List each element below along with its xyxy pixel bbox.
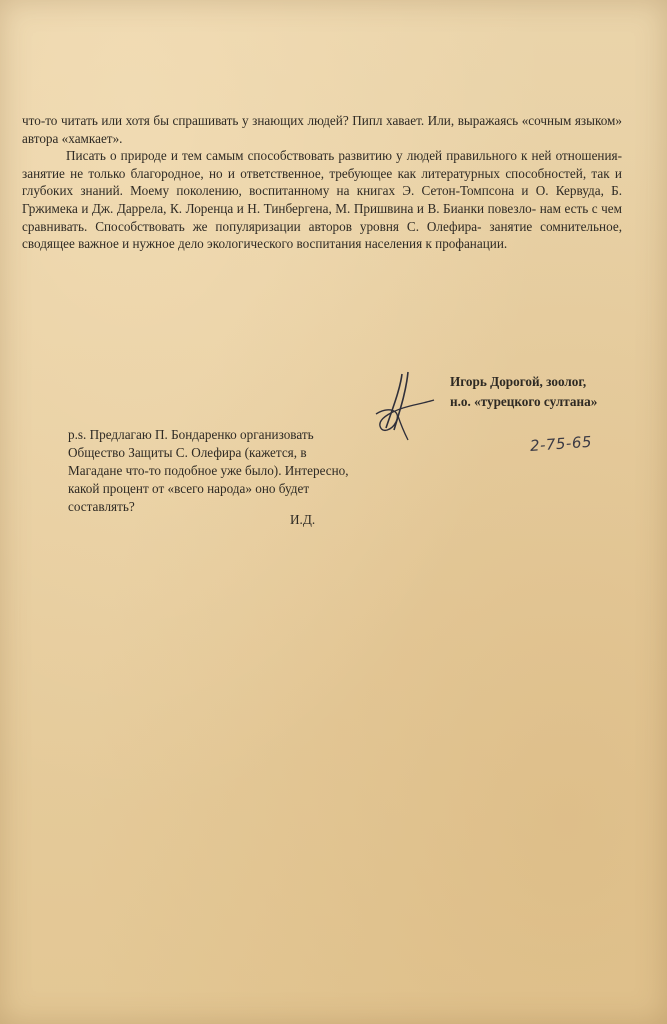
handwritten-phone-number: 2-75-65 bbox=[529, 432, 593, 455]
paragraph-nature-writing: Писать о природе и тем самым способствовать развитию у людей правильного к ней отношения- занятие не только благородное, но и ответственное, требующее как литературных способностей, так и глубоких знаний. Моему поколению, воспитанному на книгах Э. Сетон-Томпсона и О. Кервуда, Б. Гржимека и Дж. Даррела, К. Лоренца и Н. Тинбергена, М. Пришвина и В. Бианки повезло- нам есть с чем сравнивать. Способствовать же популяризации авторов уровня С. Олефира- занятие сомнительное, сводящее важное и нужное дело экологического воспитания населения к профанации. bbox=[22, 148, 622, 252]
main-text-block bbox=[22, 112, 622, 253]
postscript-block bbox=[68, 426, 358, 516]
postscript-text: p.s. Предлагаю П. Бондаренко организовать Общество Защиты С. Олефира (кажется, в Магадане что-то подобное уже было). Интересно, какой процент от «всего народа» оно будет составлять? bbox=[68, 427, 349, 514]
author-title-line: н.о. «турецкого султана» bbox=[450, 394, 598, 409]
handwritten-signature bbox=[372, 370, 438, 442]
author-signature bbox=[450, 372, 597, 412]
author-name-line: Игорь Дорогой, зоолог, bbox=[450, 374, 587, 389]
postscript-initials: И.Д. bbox=[290, 512, 316, 527]
paragraph-continuation: что-то читать или хотя бы спрашивать у знающих людей? Пипл хавает. Или, выражаясь «сочным языком» автора «хамкает». bbox=[22, 113, 622, 146]
